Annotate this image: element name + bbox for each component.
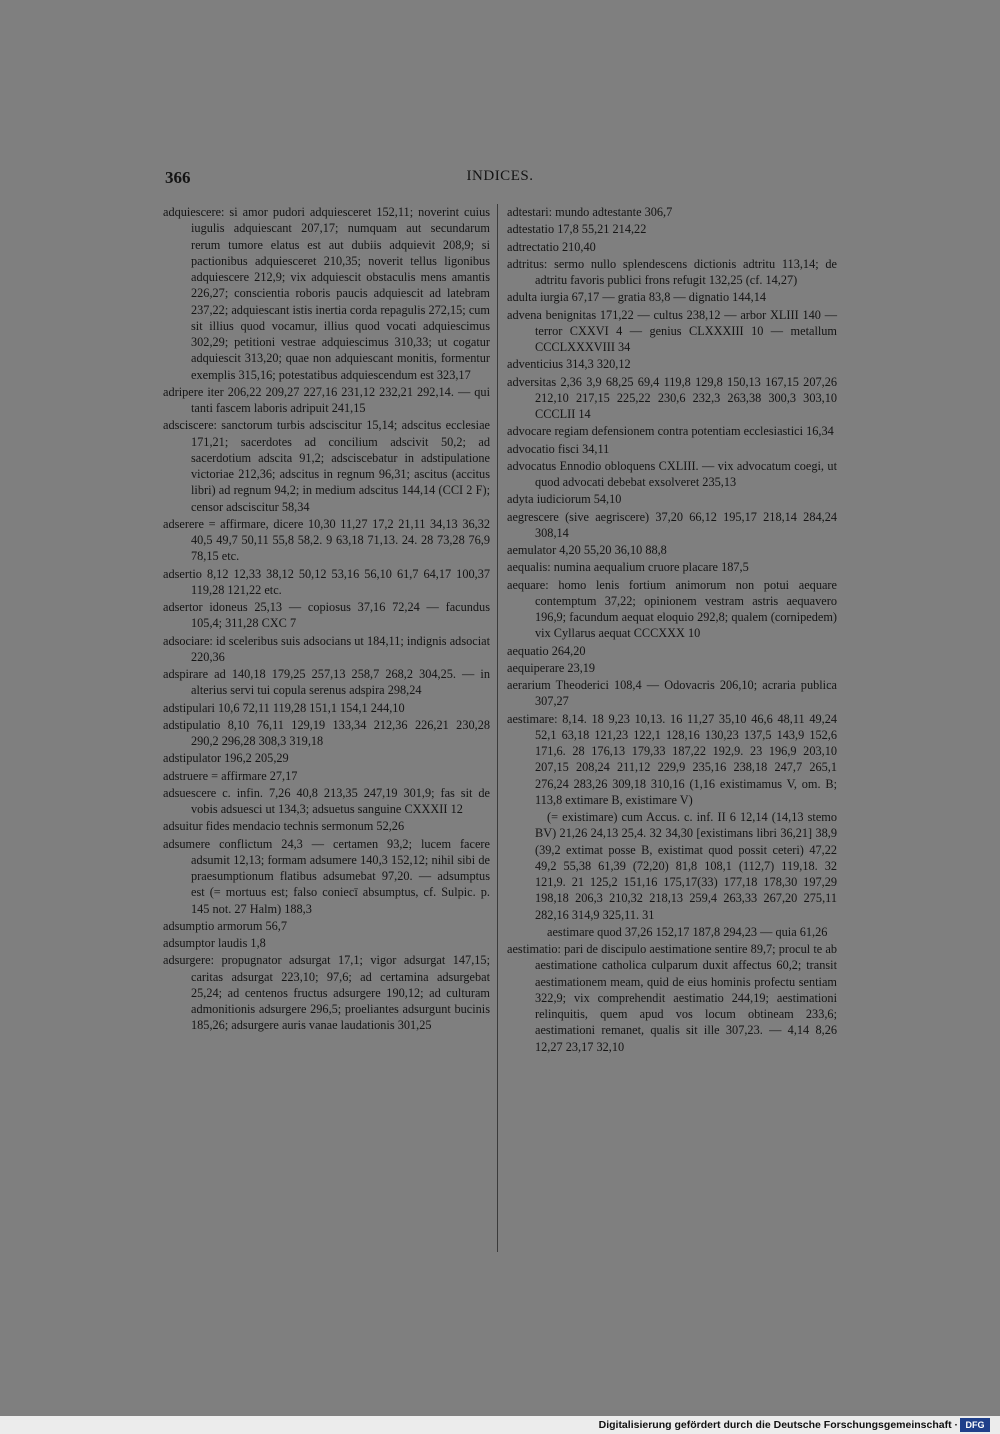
index-entry: advocatus Ennodio obloquens CXLIII. — vix advocatum coegi, ut quod advocati debebat exsolveret 235,13 [507,458,837,489]
page-header [165,168,835,190]
index-entry: advena benignitas 171,22 — cultus 238,12 — arbor XLIII 140 — terror CXXVI 4 — genius CLXXXIII 10 — metallum CCCLXXXVIII 34 [507,307,837,354]
index-entry: aegrescere (sive aegriscere) 37,20 66,12 195,17 218,14 284,24 308,14 [507,509,837,540]
index-entry: aequalis: numina aequalium cruore placare 187,5 [507,560,749,575]
index-entry: adsuescere c. infin. 7,26 40,8 213,35 247,19 301,9; fas sit de vobis adsuesci ut 134,3; adsuetus sanguine CXXXII 12 [163,785,490,816]
index-entry: adyta iudiciorum 54,10 [507,492,622,507]
index-entry: adripere iter 206,22 209,27 227,16 231,12 232,21 292,14. — qui tanti fascem laboris adripuit 241,15 [163,384,490,415]
index-entry: adserere = affirmare, dicere 10,30 11,27 17,2 21,11 34,13 36,32 40,5 49,7 50,11 55,8 58,2. 9 63,18 71,13. 24. 28 73,28 76,9 78,15 etc. [163,516,490,564]
page-number: 366 [165,168,191,187]
index-entry: adversitas 2,36 3,9 68,25 69,4 119,8 129,8 150,13 167,15 207,26 212,10 217,15 225,22 230,6 232,3 263,38 300,3 303,10 CCCLII 14 [507,374,837,421]
index-entry: adsumptor laudis 1,8 [163,936,266,950]
index-subentry: (= existimare) cum Accus. c. inf. II 6 12,14 (14,13 stemo BV) 21,26 24,13 25,4. 32 34,30 [existimans libri 36,21] 38,9 (39,2 extimat posse B, existimat quod possit ceteri) 47,22 49,2 55,38 61,39 (72,20) 81,8 108,1 (112,7) 119,18. 32 121,9. 21 125,2 151,16 175,17(33) 177,18 178,30 197,29 198,18 206,3 210,32 218,13 259,4 263,33 267,20 275,11 282,16 314,9 325,11. 31 [535,810,837,922]
index-entry: adsumptio armorum 56,7 [163,918,287,933]
index-entry: aemulator 4,20 55,20 36,10 88,8 [507,543,667,557]
index-entry: adstipulatio 8,10 76,11 129,19 133,34 212,36 226,21 230,28 290,2 296,28 308,3 319,18 [163,717,490,748]
index-entry: adventicius 314,3 320,12 [507,357,631,372]
index-entry: adquiescere: si amor pudori adquiesceret 152,11; noverint cuius iugulis adquiescant 207,17; numquam aut secundarum rerum tumore elatus est aut dubiis adquievit 208,9; si pactionibus adquiesceret 210,35; noverit tellus ligonibus adquiescere 212,9; vix adquiescit obstaculis mens amantis 226,27; conscientia roboris paucis adquiescit ad latebram 237,22; adquiescant istis inertia corda repagulis 272,15; cum sit illius quod vocamur, illius quod vocati adquiescimus 302,29; petitioni vestrae adquiescimus 310,33; ut cogatur adquiescit 313,20; quae non adquiescant monitis, formentur exemplis 315,16; potestatibus adquiescendum est 323,17 [163,205,490,382]
index-entry: advocatio fisci 34,11 [507,441,610,456]
index-entry: adsertor idoneus 25,13 — copiosus 37,16 72,24 — facundus 105,4; 311,28 CXC 7 [163,600,490,631]
dfg-logo: DFG [960,1418,990,1432]
index-entry: adtritus: sermo nullo splendescens dictionis adtritu 113,14; de adtritu favoris publici frons refugit 132,25 (cf. 14,27) [507,256,837,287]
index-entry: adsurgere: propugnator adsurgat 17,1; vigor adsurgat 147,15; caritas adsurgat 223,10; 97,6; ad certamina adsurgebat 25,24; ad centenos fructus adsurgere 190,12; ad culturam admonitionis adsurgere 296,5; proeliantes adsurgunt bucinis 185,26; adsurgere auris vanae laudationis 301,25 [163,953,490,1033]
index-entry: adulta iurgia 67,17 — gratia 83,8 — dignatio 144,14 [507,290,766,305]
digitization-credit: Digitalisierung gefördert durch die Deutsche Forschungsgemeinschaft · [598,1419,958,1431]
index-entry: aequare: homo lenis fortium animorum non potui aequare contemptum 37,22; opinionem vestram astris aequavero 196,9; facundum aequat eloquio 292,8; qualem (cornipedem) vix Cyllarus aequat CCCXXX 10 [507,577,837,641]
index-entry: aerarium Theoderici 108,4 — Odovacris 206,10; acraria publica 307,27 [507,678,837,709]
index-entry: adsuitur fides mendacio technis sermonum 52,26 [163,819,405,834]
column-divider [497,204,498,1252]
index-entry: adsociare: id sceleribus suis adsocians ut 184,11; indignis adsociat 220,36 [163,633,490,664]
index-entry: adtrectatio 210,40 [507,239,596,254]
index-entry: adstipulator 196,2 205,29 [163,751,289,766]
index-entry: advocare regiam defensionem contra potentiam ecclesiastici 16,34 [507,424,834,439]
index-entry: adspirare ad 140,18 179,25 257,13 258,7 268,2 304,25. — in alterius servi tui copula serenus adspira 298,24 [163,667,490,698]
index-entry: adstipulari 10,6 72,11 119,28 151,1 154,1 244,10 [163,700,405,715]
index-entry: adstruere = affirmare 27,17 [163,768,298,783]
index-entry: aequatio 264,20 [507,643,586,658]
index-column-left [163,204,490,1035]
index-entry: adsertio 8,12 12,33 38,12 50,12 53,16 56,10 61,7 64,17 100,37 119,28 121,22 etc. [163,566,490,597]
index-column-right [507,204,837,1056]
index-entry: adsciscere: sanctorum turbis adsciscitur 15,14; adscitus ecclesiae 171,21; sacerdotes ad concilium adscivit 50,2; ad sacerdotium adscita 91,2; adsciscebatur in adstipulatione victoriae 212,36; adscitus in regnum 96,31; ascitus (accitus libri) ad regnum 94,2; in medium adscitus 144,14 (CCI 2 F); censor adsciscitur 58,34 [163,418,490,514]
index-entry: adtestari: mundo adtestante 306,7 [507,205,673,219]
index-entry: aestimare: 8,14. 18 9,23 10,13. 16 11,27 35,10 46,6 48,11 49,24 52,1 63,18 121,23 122,1 128,16 130,23 137,5 143,9 152,6 171,6. 28 176,13 179,33 187,22 192,9. 23 196,9 203,10 207,15 208,24 211,12 229,9 235,16 238,18 247,7 265,1 276,24 283,26 309,18 310,16 (1,16 existimamus V, om. B; 113,8 extimare B, existimare V) [507,711,837,807]
index-entry: adtestatio 17,8 55,21 214,22 [507,222,647,237]
running-head: INDICES. [466,168,534,184]
index-subentry: aestimare quod 37,26 152,17 187,8 294,23 — quia 61,26 [547,924,828,939]
index-entry: aequiperare 23,19 [507,660,596,675]
index-entry: aestimatio: pari de discipulo aestimatione sentire 89,7; procul te ab aestimatione catholica culparum duxit affectus 60,2; transit aestimationem meam, quid de eius hominis profectu sentiam 322,9; vix comprehendit aestimatio 244,19; aestimationi relinquitis, quem apud vos locum obtineam 233,6; aestimationi remanet, qualis sit ille 307,23. — 4,14 8,26 12,27 23,17 32,10 [507,942,837,1054]
index-entry: adsumere conflictum 24,3 — certamen 93,2; lucem facere adsumit 12,13; formam adsumere 140,3 152,12; nihil sibi de praesumptionum flatibus adsumebat 97,20. — adsumptus est (= mortuus est; falso coniecī absumptus, cf. Sulpic. p. 145 not. 27 Halm) 188,3 [163,836,490,916]
